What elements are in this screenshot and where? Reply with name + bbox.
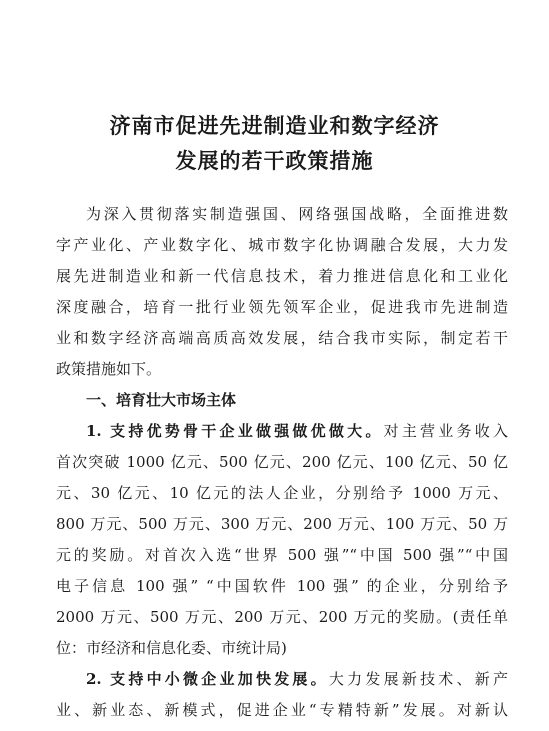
document-title-line-2: 发展的若干政策措施 (175, 148, 374, 173)
intro-line: 业和数字经济高端高质高效发展，结合我市实际，制定若干 (56, 329, 508, 347)
item-1-line: 位：市经济和信息化委、市统计局) (56, 639, 287, 657)
item-2-line: 业、新业态、新模式，促进企业“专精特新”发展。对新认 (56, 701, 508, 719)
item-1-line: 元的奖励。对首次入选“世界 500 强”“中国 500 强”“中国 (56, 546, 508, 564)
item-1-line: 电子信息 100 强” “中国软件 100 强” 的企业，分别给予 (56, 577, 508, 595)
intro-line: 为深入贯彻落实制造强国、网络强国战略，全面推进数 (86, 205, 508, 223)
intro-line: 政策措施如下。 (56, 360, 162, 378)
item-1-line: 2000 万元、500 万元、200 万元、200 万元的奖励。(责任单 (56, 608, 508, 626)
intro-line: 字产业化、产业数字化、城市数字化协调融合发展，大力发 (56, 236, 508, 254)
item-2-line-1 (86, 669, 508, 689)
item-2-first-rest: 大力发展新技术、新产 (328, 670, 508, 688)
item-2-lead: 2. 支持中小微企业加快发展。 (86, 670, 329, 688)
section-heading: 一、培育壮大市场主体 (86, 391, 237, 409)
intro-line: 深度融合，培育一批行业领先领军企业，促进我市先进制造 (56, 298, 508, 316)
item-1-lead: 1. 支持优势骨干企业做强做优做大。 (86, 422, 384, 440)
item-1-line: 元、30 亿元、10 亿元的法人企业，分别给予 1000 万元、 (56, 484, 508, 502)
item-1-line: 800 万元、500 万元、300 万元、200 万元、100 万元、50 万 (56, 515, 508, 533)
intro-line: 展先进制造业和新一代信息技术，着力推进信息化和工业化 (56, 267, 508, 285)
item-1-line: 首次突破 1000 亿元、500 亿元、200 亿元、100 亿元、50 亿 (56, 453, 508, 471)
item-1-first-rest: 对主营业务收入 (383, 422, 508, 440)
item-1-line-1 (86, 421, 508, 441)
document-title-line-1: 济南市促进先进制造业和数字经济 (109, 113, 440, 138)
